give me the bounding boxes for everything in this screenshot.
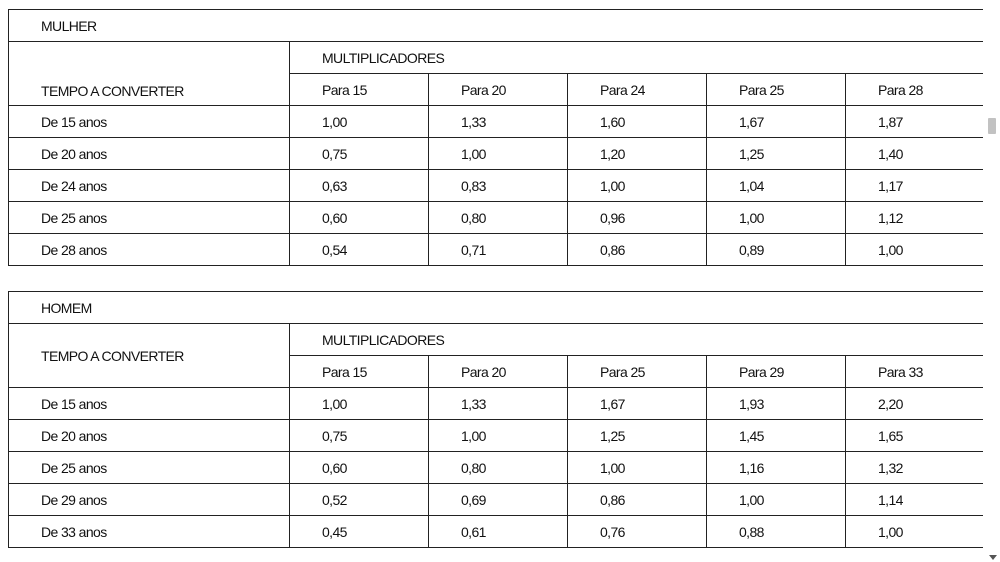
table-cell: 1,04 (707, 170, 846, 202)
table-cell: 0,71 (429, 234, 568, 266)
table-cell: 0,80 (429, 452, 568, 484)
table-cell: 1,67 (568, 388, 707, 420)
column-header: Para 29 (707, 356, 846, 388)
table-cell: 0,45 (290, 516, 429, 548)
table-row (9, 484, 985, 516)
table-cell: 0,69 (429, 484, 568, 516)
table-row (9, 138, 985, 170)
table-cell: 0,63 (290, 170, 429, 202)
table-row (9, 234, 985, 266)
table-cell: 1,14 (846, 484, 985, 516)
table-cell: 1,00 (568, 170, 707, 202)
column-header: Para 24 (568, 74, 707, 106)
scrollbar-thumb[interactable] (988, 118, 996, 134)
table-cell: 1,00 (707, 202, 846, 234)
table-title: MULHER (9, 10, 985, 42)
table-cell: 1,32 (846, 452, 985, 484)
column-header: Para 28 (846, 74, 985, 106)
group-header: MULTIPLICADORES (290, 42, 985, 74)
table-title: HOMEM (9, 292, 985, 324)
table-cell: 0,88 (707, 516, 846, 548)
table-row (9, 106, 985, 138)
row-header: TEMPO A CONVERTER (9, 324, 290, 388)
conversion-table-homem (8, 291, 985, 548)
table-cell: 1,67 (707, 106, 846, 138)
table-cell: 1,33 (429, 106, 568, 138)
table-row (9, 170, 985, 202)
table-row (9, 420, 985, 452)
table-cell: 1,00 (846, 234, 985, 266)
table-cell: 1,00 (846, 516, 985, 548)
table-cell: 0,86 (568, 234, 707, 266)
table-row (9, 516, 985, 548)
row-label: De 20 anos (9, 420, 290, 452)
row-label: De 25 anos (9, 452, 290, 484)
table-cell: 1,00 (707, 484, 846, 516)
row-label: De 15 anos (9, 106, 290, 138)
table-row (9, 452, 985, 484)
table-cell: 1,00 (429, 420, 568, 452)
table-row (9, 202, 985, 234)
table-cell: 0,96 (568, 202, 707, 234)
table-cell: 0,83 (429, 170, 568, 202)
row-label: De 33 anos (9, 516, 290, 548)
table-cell: 0,60 (290, 202, 429, 234)
table-cell: 1,40 (846, 138, 985, 170)
vertical-scrollbar[interactable] (983, 0, 1000, 562)
column-header: Para 33 (846, 356, 985, 388)
row-label: De 15 anos (9, 388, 290, 420)
column-header: Para 15 (290, 74, 429, 106)
row-header: TEMPO A CONVERTER (9, 42, 290, 106)
table-cell: 0,80 (429, 202, 568, 234)
table-cell: 0,75 (290, 138, 429, 170)
column-header: Para 25 (707, 74, 846, 106)
column-header: Para 25 (568, 356, 707, 388)
table-cell: 1,00 (429, 138, 568, 170)
table-cell: 1,65 (846, 420, 985, 452)
table-cell: 0,61 (429, 516, 568, 548)
table-cell: 1,93 (707, 388, 846, 420)
column-header: Para 20 (429, 356, 568, 388)
table-cell: 1,00 (290, 388, 429, 420)
table-cell: 1,17 (846, 170, 985, 202)
column-header: Para 15 (290, 356, 429, 388)
table-cell: 1,25 (707, 138, 846, 170)
table-cell: 1,20 (568, 138, 707, 170)
table-cell: 1,33 (429, 388, 568, 420)
table-cell: 1,87 (846, 106, 985, 138)
row-label: De 28 anos (9, 234, 290, 266)
group-header: MULTIPLICADORES (290, 324, 985, 356)
row-label: De 20 anos (9, 138, 290, 170)
table-cell: 0,75 (290, 420, 429, 452)
row-label: De 29 anos (9, 484, 290, 516)
table-cell: 1,25 (568, 420, 707, 452)
table-cell: 1,45 (707, 420, 846, 452)
table-cell: 0,52 (290, 484, 429, 516)
table-row (9, 388, 985, 420)
table-cell: 2,20 (846, 388, 985, 420)
row-label: De 25 anos (9, 202, 290, 234)
row-label: De 24 anos (9, 170, 290, 202)
table-cell: 1,60 (568, 106, 707, 138)
table-cell: 0,76 (568, 516, 707, 548)
table-cell: 1,12 (846, 202, 985, 234)
table-cell: 1,16 (707, 452, 846, 484)
table-cell: 0,60 (290, 452, 429, 484)
table-cell: 0,89 (707, 234, 846, 266)
table-cell: 1,00 (568, 452, 707, 484)
scroll-down-arrow-icon[interactable] (989, 555, 997, 560)
column-header: Para 20 (429, 74, 568, 106)
table-cell: 0,86 (568, 484, 707, 516)
table-cell: 1,00 (290, 106, 429, 138)
conversion-table-mulher (8, 9, 985, 266)
table-cell: 0,54 (290, 234, 429, 266)
